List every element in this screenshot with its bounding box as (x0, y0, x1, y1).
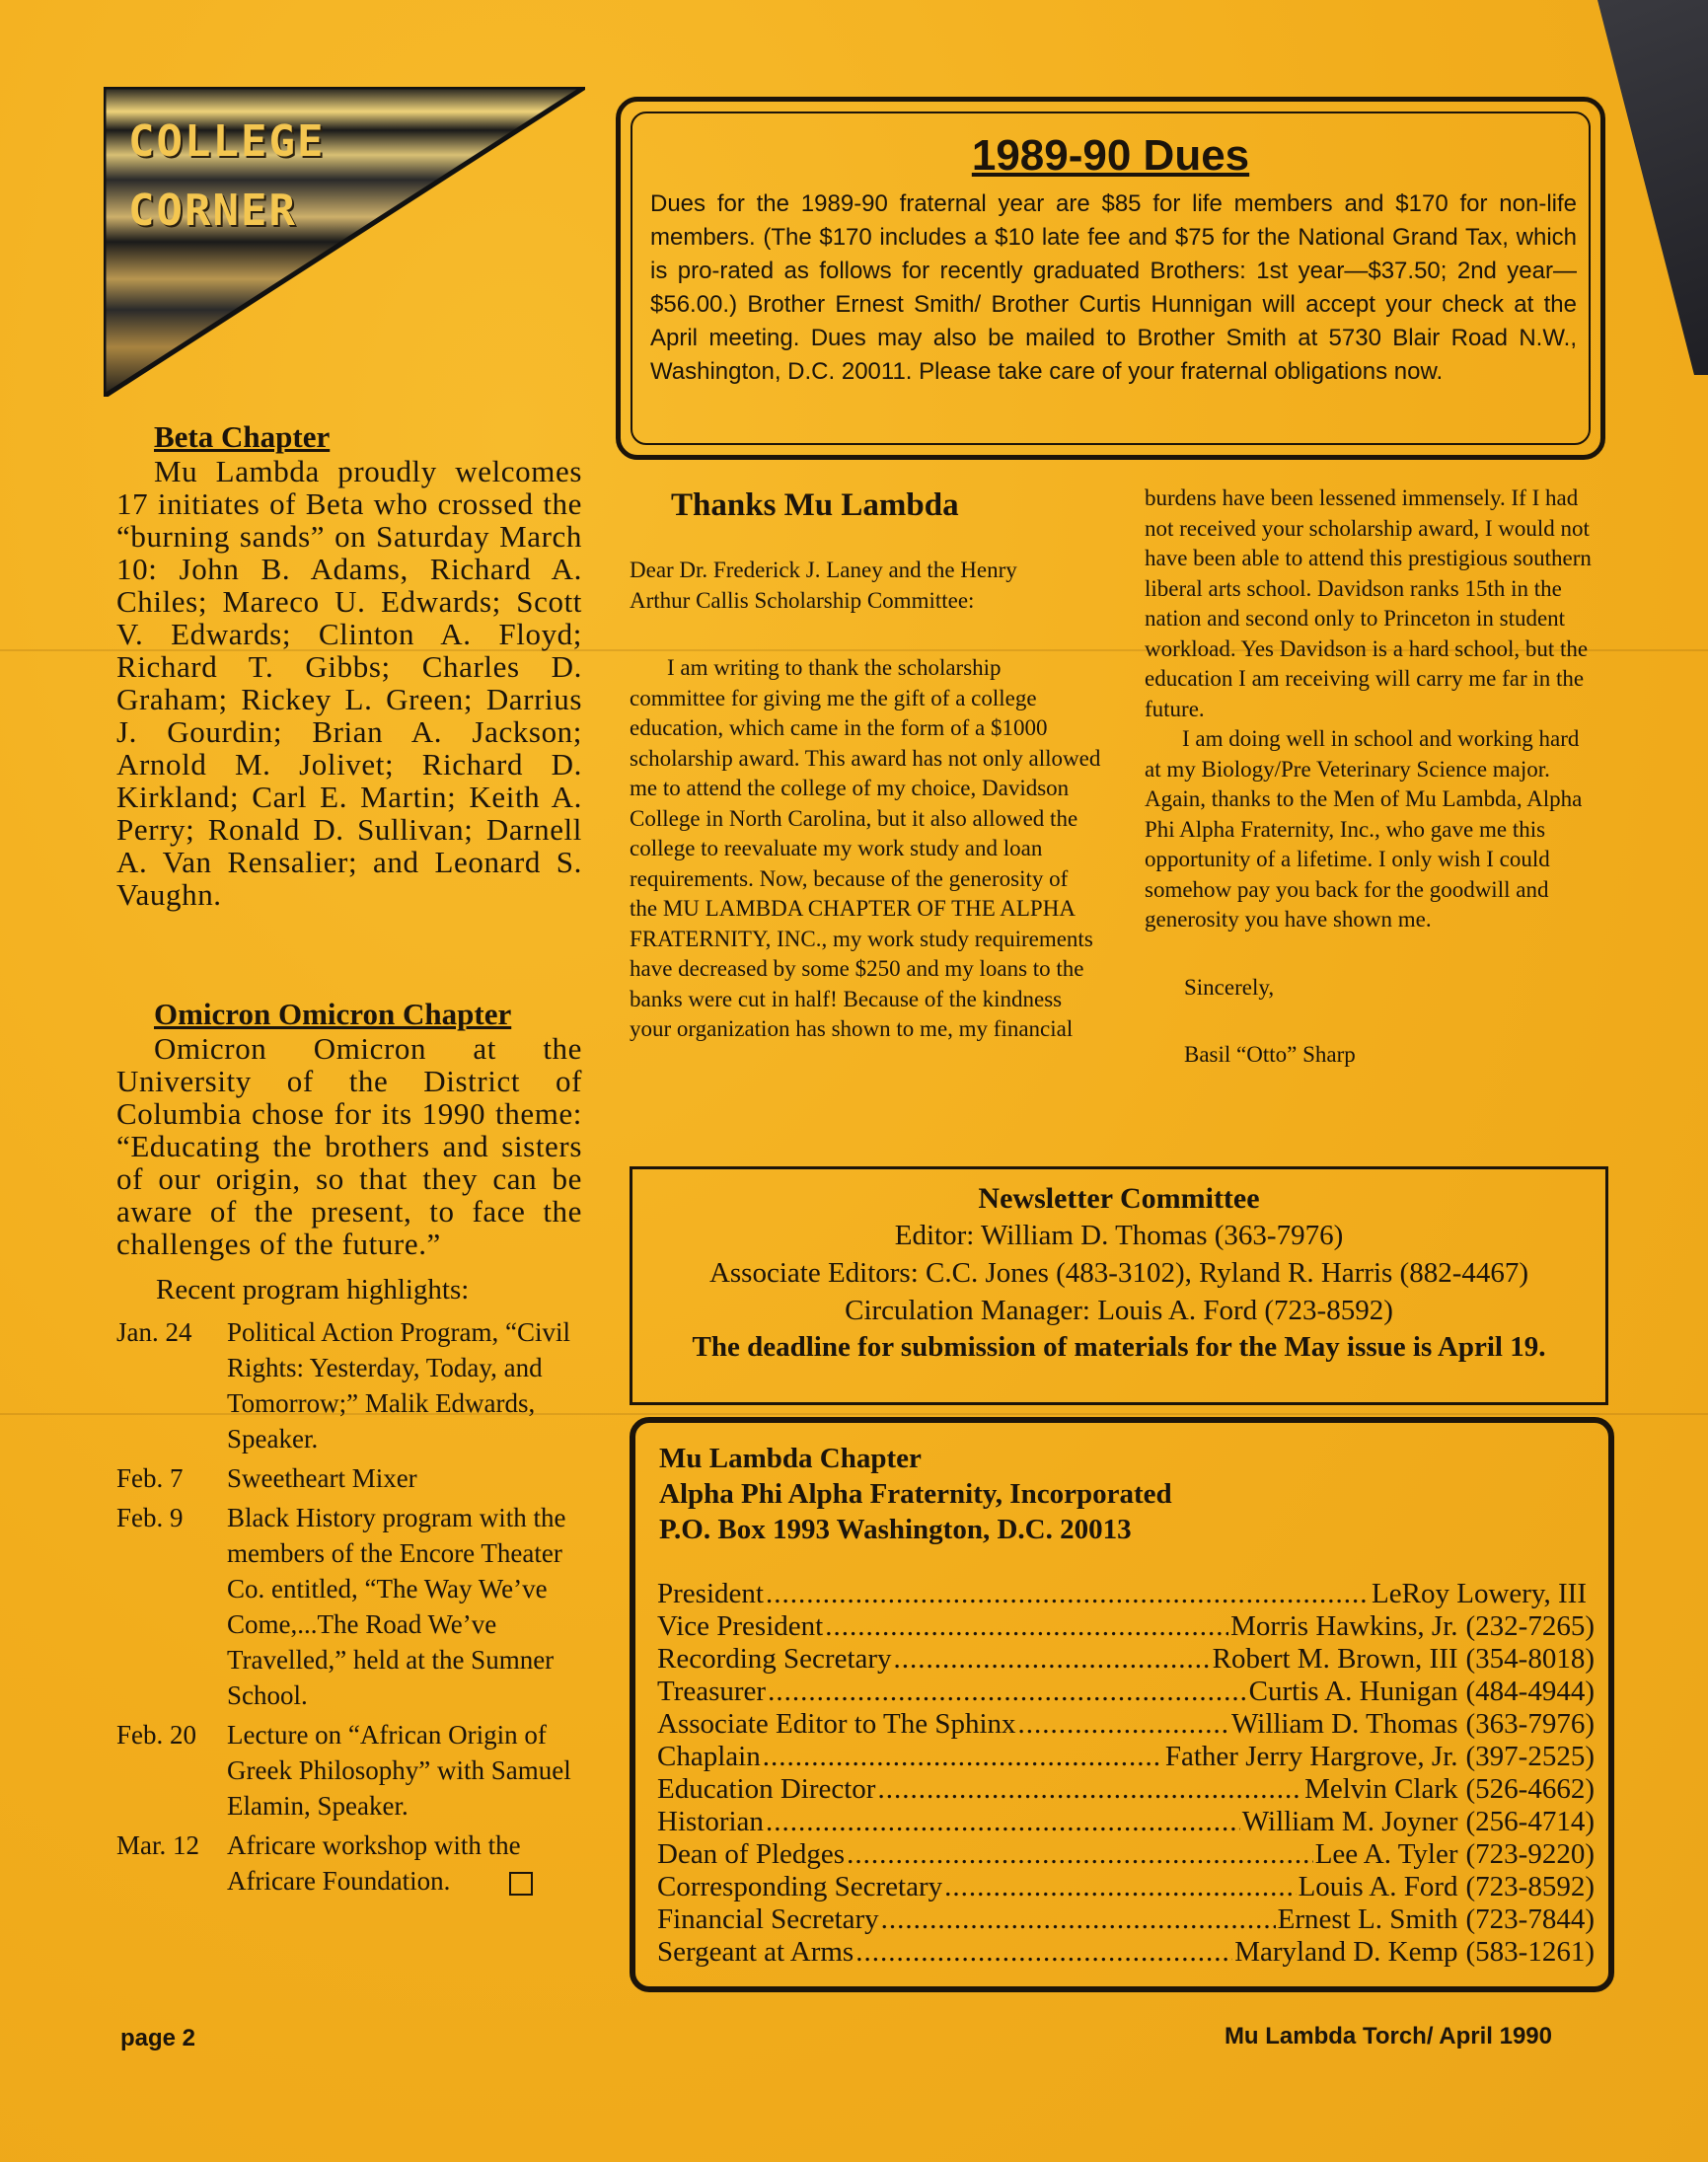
omicron-text: Omicron Omicron at the University of the District of Columbia chose for its 1990 theme: “Educating the brothers and sisters of our origin, so that they can be aware of the present, to face the challenges of the future.” (116, 1031, 582, 1261)
officer-name: LeRoy Lowery, III (1372, 1578, 1587, 1609)
officer-name: Louis A. Ford (1298, 1871, 1458, 1902)
officer-title: President (657, 1578, 764, 1609)
college-corner-logo (104, 87, 585, 397)
highlights-list (116, 1314, 582, 1899)
chapter-address (659, 1441, 1172, 1547)
dues-text: Dues for the 1989-90 fraternal year are $85 for life members and $170 for non-life members. (The $170 includes a $10 late fee and $75 for the National Grand Tax, which is pro-rated as follows for recently graduated Brothers: 1st year—$37.50; 2nd year—$56.00.) Brother Ernest Smith/ Brother Curtis Hunnigan will accept your check at the April meeting. Dues may also be mailed to Brother Smith at 5730 Blair Road N.W., Washington, D.C. 20011. Please take care of your fraternal obligations now. (650, 190, 1577, 385)
table-row (657, 1643, 1595, 1676)
officer-name: Maryland D. Kemp (1234, 1936, 1458, 1968)
letter-paragraph-1-continued: burdens have been lessened immensely. If I had not received your scholarship award, I would not have been able to attend this prestigious southern liberal arts school. Davidson ranks 15th in the nation and second only to Princeton in student workload. Yes Davidson is a hard school, but the education I am receiving will carry me far in the future. (1145, 485, 1592, 721)
highlight-text: Africare workshop with the Africare Foundation. (227, 1830, 521, 1896)
dues-title: 1989-90 Dues (971, 131, 1250, 180)
officer-name: William M. Joyner (1241, 1806, 1458, 1837)
officer-name: Robert M. Brown, III (1212, 1643, 1458, 1675)
newsletter-committee-box (630, 1166, 1608, 1405)
officer-name: Lee A. Tyler (1314, 1838, 1458, 1870)
leader-dots (766, 1578, 1370, 1610)
table-row (657, 1741, 1595, 1773)
committee-associates: Associate Editors: C.C. Jones (483-3102), Ryland R. Harris (882-4467) (708, 1257, 1529, 1289)
officer-phone: (723-7844) (1465, 1903, 1595, 1935)
letter-column-2 (1145, 484, 1598, 1071)
list-item (116, 1460, 582, 1496)
officer-name: William D. Thomas (1231, 1708, 1458, 1740)
officer-phone: (256-4714) (1465, 1806, 1595, 1837)
committee-title: Newsletter Committee (978, 1182, 1260, 1215)
list-item (116, 1314, 582, 1456)
officer-phone: (232-7265) (1465, 1610, 1595, 1642)
officer-phone: (723-8592) (1465, 1871, 1595, 1902)
dues-box (616, 97, 1605, 460)
highlight-text: Black History program with the members of the Encore Theater Co. entitled, “The Way We’ve Come,...The Road We’ve Travelled,” held at the Sumner School. (227, 1503, 566, 1710)
officer-name: Curtis A. Hunigan (1248, 1676, 1458, 1707)
officer-phone: (526-4662) (1465, 1773, 1595, 1805)
list-item (116, 1827, 582, 1899)
logo-line-1: COLLEGE (128, 116, 326, 167)
leader-dots (881, 1903, 1276, 1936)
highlight-text: Political Action Program, “Civil Rights: Yesterday, Today, and Tomorrow;” Malik Edwards, Speaker. (227, 1317, 570, 1454)
table-row (657, 1610, 1595, 1643)
highlight-date: Feb. 20 (116, 1720, 196, 1750)
table-row (657, 1578, 1595, 1610)
officer-phone: (363-7976) (1465, 1708, 1595, 1740)
officers-list (657, 1578, 1595, 1969)
officer-title: Dean of Pledges (657, 1838, 846, 1870)
table-row (657, 1806, 1595, 1838)
letter-title: Thanks Mu Lambda (671, 487, 959, 523)
omicron-chapter-section (116, 997, 582, 1902)
beta-text: Mu Lambda proudly welcomes 17 initiates of Beta who crossed the “burning sands” on Saturday March 10: John B. Adams, Richard A. Chiles; Mareco U. Edwards; Scott V. Edwards; Clinton A. Floyd; Richard T. Gibbs; Charles D. Graham; Rickey L. Green; Darrius J. Gourdin; Brian A. Jackson; Arnold M. Jolivet; Richard D. Kirkland; Carl E. Martin; Keith A. Perry; Ronald D. Sullivan; Darnell A. Van Rensalier; and Leonard S. Vaughn. (116, 454, 582, 912)
leader-dots (855, 1936, 1232, 1969)
leader-dots (766, 1806, 1240, 1838)
highlight-text: Sweetheart Mixer (227, 1463, 417, 1493)
publication-info: Mu Lambda Torch/ April 1990 (1224, 2023, 1552, 2050)
officer-name: Melvin Clark (1304, 1773, 1458, 1805)
committee-circulation: Circulation Manager: Louis A. Ford (723-8592) (845, 1295, 1393, 1326)
officer-title: Chaplain (657, 1741, 761, 1772)
leader-dots (847, 1838, 1313, 1871)
highlight-item-wrap (227, 1827, 582, 1899)
officer-title: Associate Editor to The Sphinx (657, 1708, 1016, 1740)
letter-paragraph-2: I am doing well in school and working hard at my Biology/Pre Veterinary Science major. Again, thanks to the Men of Mu Lambda, Alpha Phi Alpha Fraternity, Inc., who gave me this opportunity of a lifetime. I only wish I could somehow pay you back for the goodwill and generosity you have shown me. (1145, 726, 1583, 932)
highlight-date: Mar. 12 (116, 1830, 199, 1860)
officer-name: Morris Hawkins, Jr. (1230, 1610, 1458, 1642)
table-row (657, 1838, 1595, 1871)
officer-title: Recording Secretary (657, 1643, 892, 1675)
committee-editor: Editor: William D. Thomas (363-7976) (894, 1220, 1344, 1251)
officer-title: Historian (657, 1806, 764, 1837)
leader-dots (1018, 1708, 1230, 1741)
officer-phone: (583-1261) (1465, 1936, 1595, 1968)
leader-dots (768, 1676, 1247, 1708)
leader-dots (894, 1643, 1211, 1676)
table-row (657, 1903, 1595, 1936)
officer-title: Financial Secretary (657, 1903, 879, 1935)
officer-phone: (484-4944) (1465, 1676, 1595, 1707)
list-item (116, 1500, 582, 1713)
highlight-date: Jan. 24 (116, 1317, 192, 1347)
officer-title: Sergeant at Arms (657, 1936, 854, 1968)
committee-deadline: The deadline for submission of materials for the May issue is April 19. (692, 1331, 1546, 1363)
list-item (116, 1717, 582, 1824)
officer-name: Ernest L. Smith (1277, 1903, 1458, 1935)
officer-phone: (354-8018) (1465, 1643, 1595, 1675)
table-row (657, 1936, 1595, 1969)
table-row (657, 1708, 1595, 1741)
table-row (657, 1871, 1595, 1903)
highlight-date: Feb. 9 (116, 1503, 184, 1532)
letter-column-1 (630, 556, 1101, 1045)
end-mark-icon (509, 1872, 533, 1896)
leader-dots (763, 1741, 1163, 1773)
beta-chapter-section (116, 419, 582, 911)
chapter-name: Mu Lambda Chapter (659, 1443, 922, 1474)
highlight-date: Feb. 7 (116, 1463, 184, 1493)
table-row (657, 1773, 1595, 1806)
chapter-officers-box (630, 1417, 1614, 1992)
officer-title: Corresponding Secretary (657, 1871, 943, 1902)
chapter-po-box: P.O. Box 1993 Washington, D.C. 20013 (659, 1514, 1132, 1545)
officer-phone: (397-2525) (1465, 1741, 1595, 1772)
leader-dots (825, 1610, 1228, 1643)
letter-closing: Sincerely, (1184, 974, 1275, 1000)
highlight-text: Lecture on “African Origin of Greek Philosophy” with Samuel Elamin, Speaker. (227, 1720, 571, 1821)
officer-title: Education Director (657, 1773, 876, 1805)
leader-dots (944, 1871, 1296, 1903)
omicron-heading: Omicron Omicron Chapter (154, 997, 512, 1031)
highlights-intro: Recent program highlights: (156, 1274, 470, 1305)
fraternity-name: Alpha Phi Alpha Fraternity, Incorporated (659, 1478, 1172, 1510)
beta-heading: Beta Chapter (154, 419, 331, 454)
officer-title: Vice President (657, 1610, 824, 1642)
letter-signature: Basil “Otto” Sharp (1184, 1042, 1356, 1067)
officer-phone: (723-9220) (1465, 1838, 1595, 1870)
officer-name: Father Jerry Hargrove, Jr. (1164, 1741, 1458, 1772)
letter-salutation: Dear Dr. Frederick J. Laney and the Henry Arthur Callis Scholarship Committee: (630, 558, 1017, 613)
letter-paragraph-1: I am writing to thank the scholarship committee for giving me the gift of a college education, which came in the form of a $1000 scholarship award. This award has not only allowed me to attend the college of my choice, Davidson College in North Carolina, but it also allowed the college to reevaluate my work study and loan requirements. Now, because of the generosity of the MU LAMBDA CHAPTER OF THE ALPHA FRATERNITY, INC., my work study requirements have decreased by some $250 and my loans to the banks were cut in half! Because of the kindness your organization has shown to me, my financial (630, 655, 1101, 1041)
leader-dots (877, 1773, 1302, 1806)
logo-line-2: CORNER (128, 186, 297, 236)
page-number: page 2 (120, 2025, 196, 2051)
table-row (657, 1676, 1595, 1708)
officer-title: Treasurer (657, 1676, 767, 1707)
